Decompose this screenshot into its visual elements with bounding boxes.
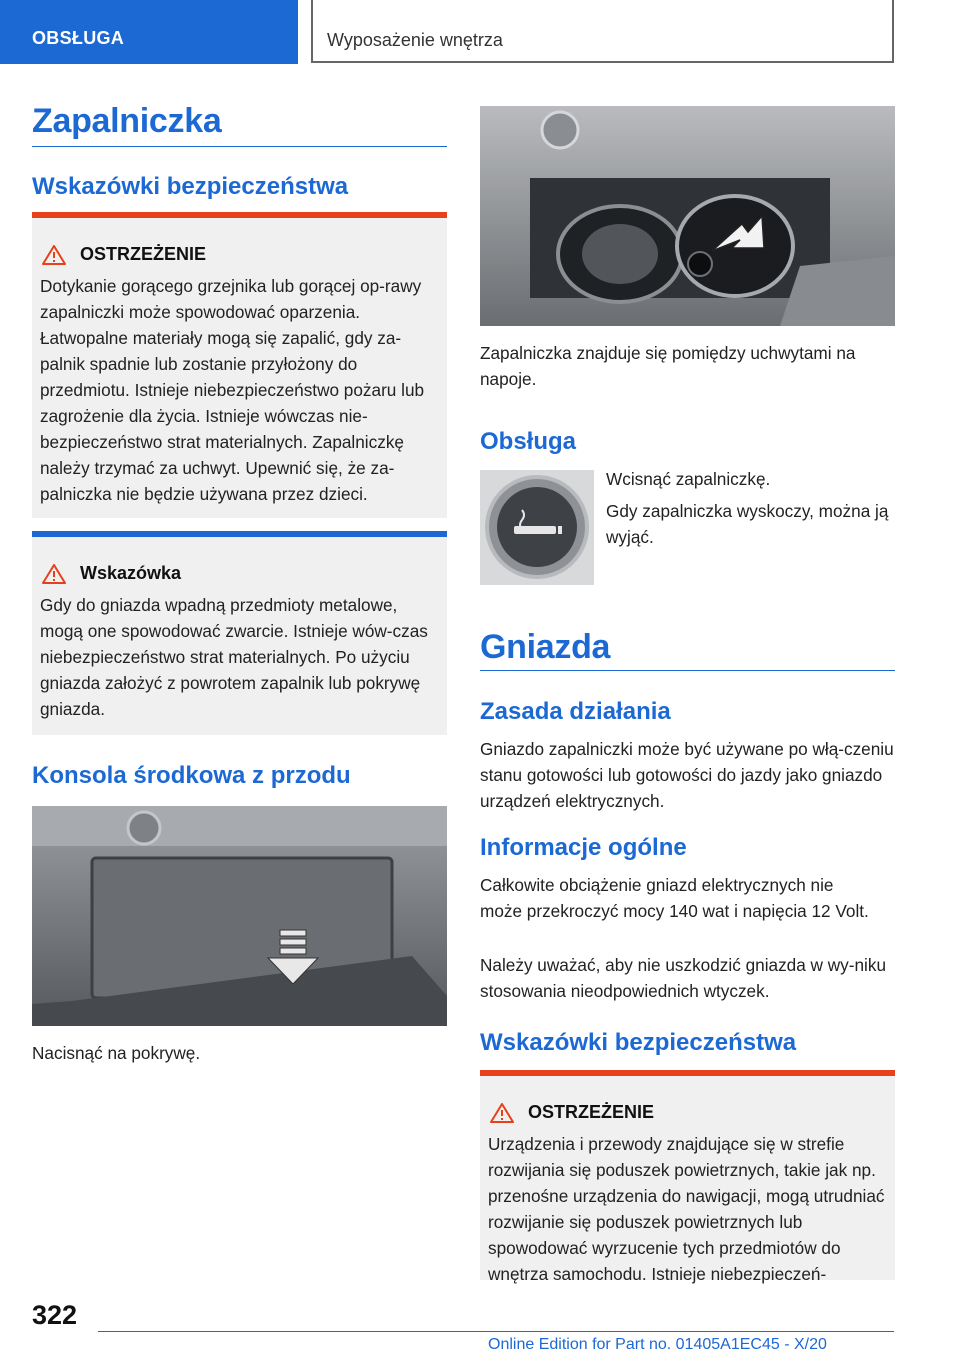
operation-step-2: Gdy zapalniczka wyskoczy, można ją wyjąć. [606, 501, 889, 547]
safety-heading: Wskazówki bezpieczeństwa [32, 173, 349, 200]
note-title [40, 563, 439, 584]
page-title: Zapalniczka [32, 102, 222, 140]
chapter-header [311, 0, 894, 63]
warning-triangle-icon [42, 245, 66, 265]
section-tab [0, 0, 298, 64]
lighter-location-photo [480, 106, 895, 326]
operation-step-1: Wcisnąć zapalniczkę. [606, 469, 771, 489]
console-caption: Nacisnąć na pokrywę. [32, 1043, 201, 1063]
note-text: Gdy do gniazda wpadną przedmioty metalowe, mogą one spowodować zwarcie. Istnieje wów-czas niebezpieczeństwo strat materialnych. Po użyciu gniazda założyć z powrotem zapalnik lub pokrywę gniazda. [40, 595, 428, 719]
principle-text: Gniazdo zapalniczki może być używane po włą-czeniu stanu gotowości lub gotowości do jazdy jako gniazdo urządzeń elektrycznych. [480, 739, 894, 811]
warning-title-2 [488, 1102, 887, 1123]
title-rule [32, 146, 447, 147]
edition-text: Online Edition for Part no. 01405A1EC45 - X/20 [488, 1336, 827, 1353]
general-heading: Informacje ogólne [480, 834, 687, 861]
warning-box [32, 212, 447, 518]
principle-heading: Zasada działania [480, 698, 671, 725]
lighter-button-photo [480, 470, 594, 585]
chapter-label: Wyposażenie wnętrza [327, 30, 503, 50]
warning-label: OSTRZEŻENIE [80, 244, 207, 264]
general-text-1: Całkowite obciążenie gniazd elektrycznych nie może przekroczyć mocy 140 wat i napięcia 12 Volt. [480, 875, 869, 921]
operation-heading: Obsługa [480, 428, 577, 455]
note-box [32, 531, 447, 735]
warning-title [40, 244, 439, 265]
page-number: 322 [32, 1300, 78, 1330]
warning-triangle-icon [490, 1103, 514, 1123]
warning-label-2: OSTRZEŻENIE [528, 1102, 655, 1122]
warning-text: Dotykanie gorącego grzejnika lub gorącej op-rawy zapalniczki może spowodować oparzenia. Łatwopalne materiały mogą się zapalić, gdy za-palnik spadnie lub zostanie przyłożony do przedmiotu. Istnieje niebezpieczeństwo pożaru lub zagrożenie dla życia. Istnieje wówczas nie-bezpieczeństwo strat materialnych. Zapalniczkę należy trzymać za uchwyt. Upewnić się, że za-palniczka nie będzie używana przez dzieci. [40, 276, 425, 504]
console-heading: Konsola środkowa z przodu [32, 762, 351, 789]
sockets-rule [480, 670, 895, 671]
warning-text-2: Urządzenia i przewody znajdujące się w strefie rozwijania się poduszek powietrznych, takie jak np. przenośne urządzenia do nawigacji, mogą utrudniać rozwijanie się poduszek powietrznych lub spowodować wyrzucenie tych przedmiotów do wnętrza samochodu. Istnieje niebezpieczeń- [488, 1134, 885, 1284]
location-caption: Zapalniczka znajduje się pomiędzy uchwytami na napoje. [480, 343, 856, 389]
sockets-title: Gniazda [480, 628, 611, 666]
section-label: OBSŁUGA [32, 28, 125, 48]
general-text-2: Należy uważać, aby nie uszkodzić gniazda w wy-niku stosowania nieodpowiednich wtyczek. [480, 955, 887, 1001]
footer-rule [98, 1331, 894, 1332]
warning-box-2 [480, 1070, 895, 1284]
warning-triangle-icon [42, 564, 66, 584]
console-cover-photo [32, 806, 447, 1026]
note-label: Wskazówka [80, 563, 182, 583]
safety-heading-2: Wskazówki bezpieczeństwa [480, 1029, 797, 1056]
